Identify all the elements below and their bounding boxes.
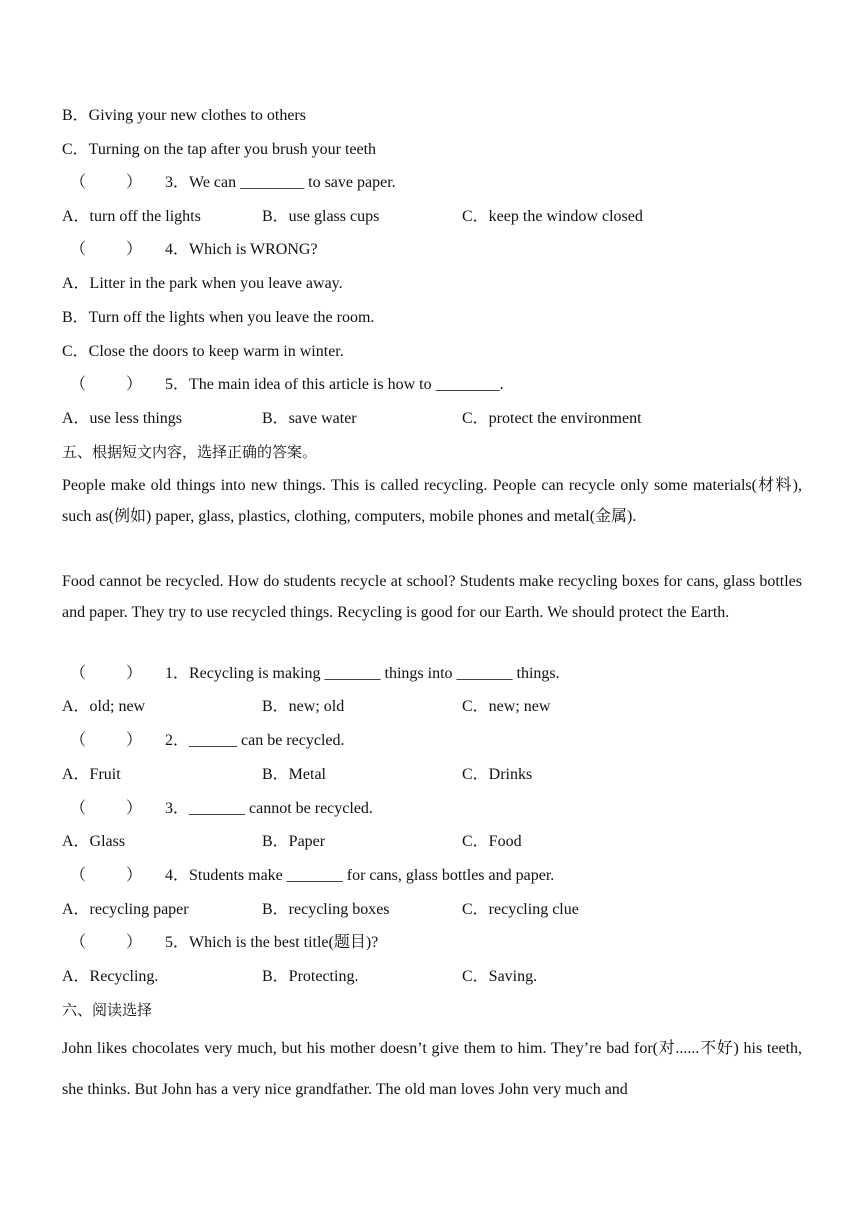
option-b: B．Turn off the lights when you leave the room. (62, 309, 375, 326)
answer-paren-close: ） (126, 241, 143, 258)
answer-paren-open: （ (70, 376, 87, 393)
question-text: 3．_______ cannot be recycled. (165, 800, 373, 817)
passage-paragraph: Food cannot be recycled. How do students recycle at school? Students make recycling boxes for cans, glass bottles and paper. They try to use recycled things. Recycling is good for our Earth. We should protect the Earth. (62, 573, 802, 621)
question-text: 2．______ can be recycled. (165, 732, 345, 749)
options-row (62, 967, 802, 987)
answer-paren-close: ） (126, 174, 143, 191)
option-c: C．Close the doors to keep warm in winter. (62, 343, 344, 360)
option-a: A．turn off the lights (62, 208, 201, 225)
option-line: B．Giving your new clothes to others (62, 107, 306, 124)
answer-paren-open: （ (70, 934, 87, 951)
options-row (62, 765, 802, 785)
question-text: 5．The main idea of this article is how to ________. (165, 376, 504, 393)
question-row (62, 731, 802, 751)
answer-paren-open: （ (70, 800, 87, 817)
question-row (62, 799, 802, 819)
option-c: C．recycling clue (462, 901, 579, 918)
passage-paragraph: People make old things into new things. This is called recycling. People can recycle only some materials(材料), such as(例如) paper, glass, plastics, clothing, computers, mobile phones and metal(金属). (62, 477, 802, 525)
option-line: C．Turning on the tap after you brush your teeth (62, 141, 377, 158)
question-text: 5．Which is the best title(题目)? (165, 934, 379, 951)
answer-paren-close: ） (126, 732, 143, 749)
option-a: A．Recycling. (62, 968, 159, 985)
options-row (62, 832, 802, 852)
answer-paren-close: ） (126, 376, 143, 393)
question-row (62, 866, 802, 886)
option-a: A．use less things (62, 410, 183, 427)
answer-paren-open: （ (70, 867, 87, 884)
option-b: B．Protecting. (262, 968, 359, 985)
option-b: B．use glass cups (262, 208, 380, 225)
question-row (62, 173, 802, 193)
option-c: C．keep the window closed (462, 208, 643, 225)
option-a: A．Fruit (62, 766, 121, 783)
answer-paren-close: ） (126, 934, 143, 951)
question-text: 4．Students make _______ for cans, glass bottles and paper. (165, 867, 555, 884)
option-b: B．new; old (262, 698, 345, 715)
question-text: 3．We can ________ to save paper. (165, 174, 396, 191)
answer-paren-close: ） (126, 800, 143, 817)
section-heading: 五、根据短文内容，选择正确的答案。 (62, 443, 318, 461)
options-row (62, 409, 802, 429)
option-b: B．Paper (262, 833, 326, 850)
section-heading: 六、阅读选择 (62, 1001, 153, 1019)
options-row (62, 900, 802, 920)
question-text: 1．Recycling is making _______ things into _______ things. (165, 665, 560, 682)
answer-paren-open: （ (70, 174, 87, 191)
option-c: C．Saving. (462, 968, 538, 985)
option-c: C．Food (462, 833, 522, 850)
answer-paren-open: （ (70, 665, 87, 682)
option-a: A．Glass (62, 833, 126, 850)
option-c: C．protect the environment (462, 410, 642, 427)
question-row (62, 933, 802, 953)
answer-paren-close: ） (126, 665, 143, 682)
answer-paren-close: ） (126, 867, 143, 884)
option-c: C．Drinks (462, 766, 533, 783)
option-b: B．recycling boxes (262, 901, 390, 918)
question-row (62, 240, 802, 260)
question-row (62, 375, 802, 395)
option-b: B．Metal (262, 766, 326, 783)
options-row (62, 207, 802, 227)
option-c: C．new; new (462, 698, 551, 715)
options-row (62, 697, 802, 717)
answer-paren-open: （ (70, 732, 87, 749)
passage-paragraph: John likes chocolates very much, but his mother doesn’t give them to him. They’re bad for(对......不好) his teeth, she thinks. But John has a very nice grandfather. The old man loves John very much and (62, 1040, 802, 1098)
option-a: A．Litter in the park when you leave away. (62, 275, 343, 292)
question-text: 4．Which is WRONG? (165, 241, 318, 258)
question-row (62, 664, 802, 684)
answer-paren-open: （ (70, 241, 87, 258)
option-a: A．recycling paper (62, 901, 189, 918)
option-b: B．save water (262, 410, 357, 427)
option-a: A．old; new (62, 698, 146, 715)
